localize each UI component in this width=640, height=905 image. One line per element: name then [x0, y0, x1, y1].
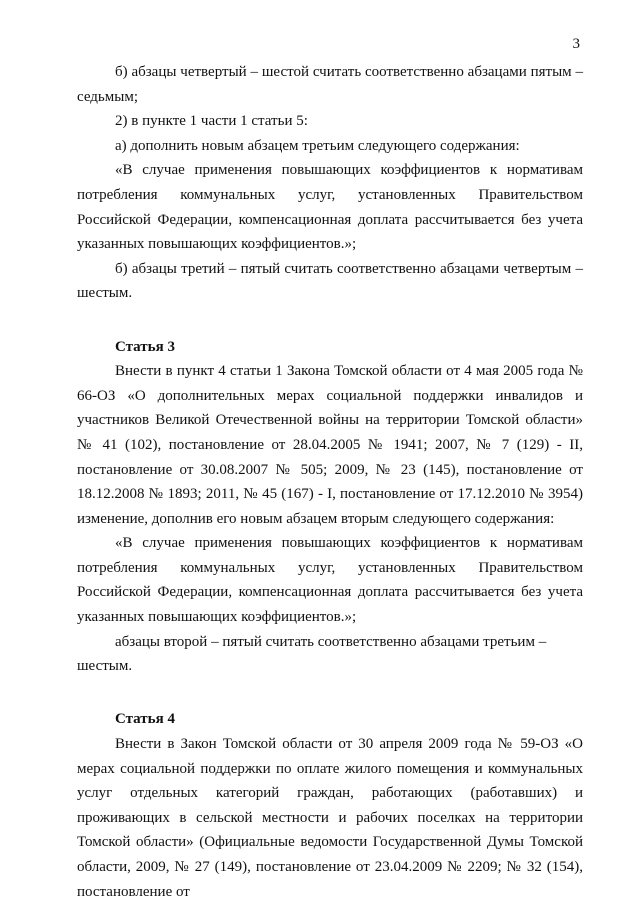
paragraph: Внести в пункт 4 статьи 1 Закона Томской области от 4 мая 2005 года № 66-ОЗ «О дополнительных мерах социальной поддержки инвалидов и участников Великой Отечественной войны на территории Томской области» № 41 (102), постановление от 28.04.2005 № 1941; 2007, № 7 (129) - II, постановление от 30.08.2007 № 505; 2009, № 23 (145), постановление от 18.12.2008 № 1893; 2011, № 45 (167) - I, постановление от 17.12.2010 № 3954) изменение, дополнив его новым абзацем вторым следующего содержания: [77, 363, 583, 527]
page-number: 3 [572, 36, 580, 52]
section-gap [77, 306, 583, 331]
quoted-paragraph: «В случае применения повышающих коэффициентов к нормативам потребления коммунальных услуг, установленных Правительством Российской Федерации, компенсационная доплата рассчитывается без учета указанных повышающих коэффициентов.»; [77, 535, 583, 626]
paragraph: абзацы второй – пятый считать соответственно абзацами третьим – шестым. [77, 633, 547, 675]
section-gap [77, 679, 583, 704]
paragraph: б) абзацы четвертый – шестой считать соответственно абзацами пятым – седьмым; [77, 64, 583, 105]
quoted-paragraph: «В случае применения повышающих коэффициентов к нормативам потребления коммунальных услуг, установленных Правительством Российской Федерации, компенсационная доплата рассчитывается без учета указанных повышающих коэффициентов.»; [77, 162, 583, 253]
document-body [77, 60, 583, 904]
paragraph: б) абзацы третий – пятый считать соответственно абзацами четвертым – шестым. [77, 260, 583, 302]
article-4-heading: Статья 4 [115, 711, 175, 728]
article-3-heading: Статья 3 [115, 338, 175, 355]
paragraph: а) дополнить новым абзацем третьим следующего содержания: [115, 137, 520, 154]
paragraph: Внести в Закон Томской области от 30 апреля 2009 года № 59-ОЗ «О мерах социальной поддержки по оплате жилого помещения и коммунальных услуг отдельных категорий граждан, работающих (работавших) и проживающих в сельской местности и рабочих поселках на территории Томской области» (Официальные ведомости Государственной Думы Томской области, 2009, № 27 (149), постановление от 23.04.2009 № 2209; № 32 (154), постановление от [77, 736, 583, 900]
paragraph: 2) в пункте 1 части 1 статьи 5: [115, 113, 308, 130]
